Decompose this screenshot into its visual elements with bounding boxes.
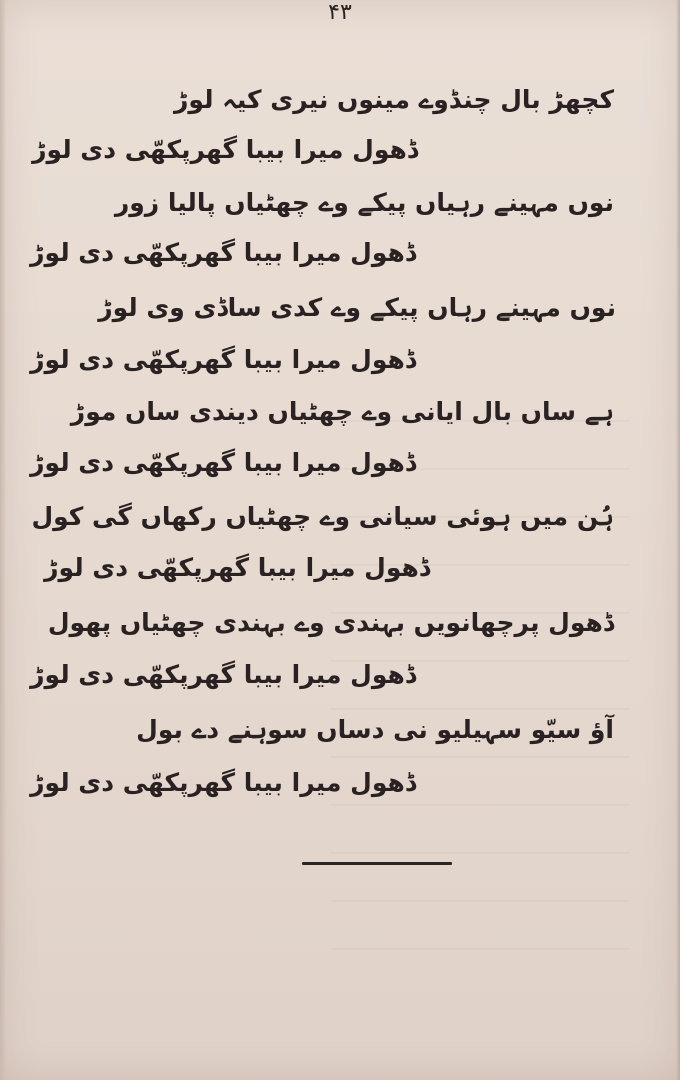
verse-line-3: نوں مہینے رہاں پیکے وے کدی ساڈی وی لوڑ xyxy=(98,293,616,322)
verse-line-1: کچھڑ بال چنڈوے مینوں نیری کیہ لوڑ xyxy=(174,85,614,114)
verse-line-4: ہے ساں بال ایانی وے چھٹیاں دیندی ساں موڑ xyxy=(70,397,614,426)
verse-line-7: آؤ سیّو سہیلیو نی دساں سوہنے دے بول xyxy=(136,715,614,744)
page-number: ۴۳ xyxy=(328,0,352,25)
refrain-line-4: ڈھول میرا بیبا گھرپکھّی دی لوڑ xyxy=(30,448,416,477)
refrain-line-7: ڈھول میرا بیبا گھرپکھّی دی لوڑ xyxy=(30,768,416,797)
verse-line-6: ڈھول پرچھانویں بہندی وے بہندی چھٹیاں پھول xyxy=(47,608,614,637)
section-divider xyxy=(302,862,452,865)
verse-line-2: نوں مہینے رہیاں پیکے وے چھٹیاں پالیا زور xyxy=(114,188,614,217)
refrain-line-2: ڈھول میرا بیبا گھرپکھّی دی لوڑ xyxy=(30,238,416,267)
refrain-line-3: ڈھول میرا بیبا گھرپکھّی دی لوڑ xyxy=(30,345,416,374)
refrain-line-5: ڈھول میرا بیبا گھرپکھّی دی لوڑ xyxy=(44,553,430,582)
verse-line-5: ہُن میں ہوئی سیانی وے چھٹیاں رکھاں گی کول xyxy=(31,502,614,531)
page-edge-right xyxy=(676,0,680,1080)
page-edge-left xyxy=(0,0,6,1080)
refrain-line-1: ڈھول میرا بیبا گھرپکھّی دی لوڑ xyxy=(32,135,418,164)
refrain-line-6: ڈھول میرا بیبا گھرپکھّی دی لوڑ xyxy=(30,660,416,689)
